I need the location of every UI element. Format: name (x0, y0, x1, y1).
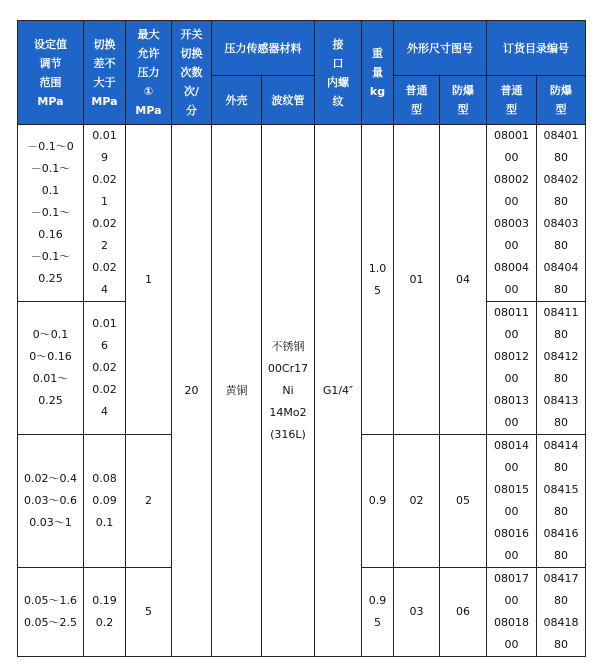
header-dimension-fig: 外形尺寸图号 (394, 21, 487, 76)
header-dim-normal: 普通 型 (394, 76, 440, 125)
order-normal-cell: 08001 00 08002 00 08003 00 08004 00 (487, 125, 537, 302)
dim-normal-cell: 02 (394, 435, 440, 568)
header-switch-diff: 切换 差不 大于 MPa (84, 21, 126, 125)
switch-count-cell: 20 (172, 125, 212, 657)
spec-table (17, 20, 586, 657)
header-max-pressure: 最大 允许 压力 ① MPa (126, 21, 172, 125)
header-shell: 外壳 (212, 76, 262, 125)
order-normal-cell: 08017 00 08018 00 (487, 568, 537, 657)
order-explosion-cell: 08411 80 08412 80 08413 80 (537, 302, 586, 435)
thread-cell: G1/4″ (315, 125, 362, 657)
order-explosion-cell: 08414 80 08415 80 08416 80 (537, 435, 586, 568)
header-order-explosion: 防爆 型 (537, 76, 586, 125)
order-normal-cell: 08011 00 08012 00 08013 00 (487, 302, 537, 435)
max-pressure-cell: 2 (126, 435, 172, 568)
header-weight: 重 量 kg (362, 21, 394, 125)
order-normal-cell: 08014 00 08015 00 08016 00 (487, 435, 537, 568)
weight-cell: 0.9 5 (362, 568, 394, 657)
range-cell: 0.05～1.6 0.05～2.5 (18, 568, 84, 657)
bellows-cell: 不锈钢 00Cr17 Ni 14Mo2 (316L) (262, 125, 315, 657)
header-bellows: 波纹管 (262, 76, 315, 125)
order-explosion-cell: 08417 80 08418 80 (537, 568, 586, 657)
diff-cell: 0.19 0.2 (84, 568, 126, 657)
header-order-no: 订货目录编号 (487, 21, 586, 76)
weight-cell: 0.9 (362, 435, 394, 568)
header-dim-explosion: 防爆 型 (440, 76, 487, 125)
dim-normal-cell: 01 (394, 125, 440, 435)
diff-cell: 0.08 0.09 0.1 (84, 435, 126, 568)
dim-normal-cell: 03 (394, 568, 440, 657)
diff-cell: 0.01 9 0.02 1 0.02 2 0.02 4 (84, 125, 126, 302)
diff-cell: 0.01 6 0.02 0.02 4 (84, 302, 126, 435)
dim-explosion-cell: 04 (440, 125, 487, 435)
max-pressure-cell: 1 (126, 125, 172, 435)
weight-cell: 1.0 5 (362, 125, 394, 435)
dim-explosion-cell: 05 (440, 435, 487, 568)
dim-explosion-cell: 06 (440, 568, 487, 657)
header-order-normal: 普通 型 (487, 76, 537, 125)
order-explosion-cell: 08401 80 08402 80 08403 80 08404 80 (537, 125, 586, 302)
range-cell: 0～0.1 0～0.16 0.01～ 0.25 (18, 302, 84, 435)
max-pressure-cell: 5 (126, 568, 172, 657)
table-row (18, 125, 586, 302)
range-cell: 0.02～0.4 0.03～0.6 0.03～1 (18, 435, 84, 568)
header-set-range: 设定值 调节 范围 MPa (18, 21, 84, 125)
range-cell: －0.1～0 －0.1～ 0.1 －0.1～ 0.16 －0.1～ 0.25 (18, 125, 84, 302)
header-thread: 接 口 内螺 纹 (315, 21, 362, 125)
header-sensor-material: 压力传感器材料 (212, 21, 315, 76)
shell-cell: 黄铜 (212, 125, 262, 657)
header-switch-count: 开关 切换 次数 次/ 分 (172, 21, 212, 125)
